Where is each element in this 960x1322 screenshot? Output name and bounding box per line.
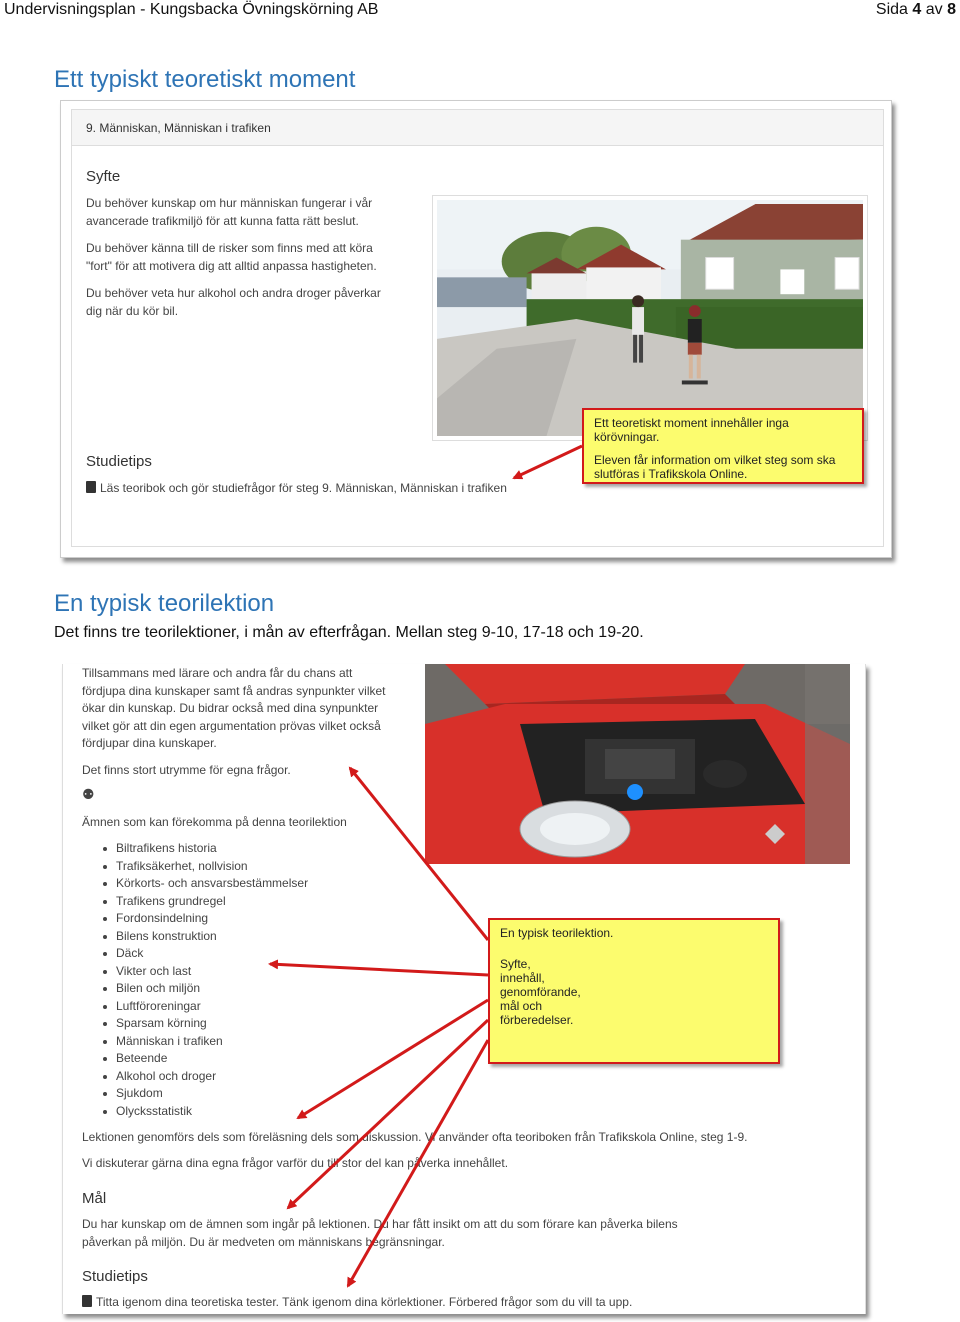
list-item: Människan i trafiken (100, 1033, 308, 1051)
note-item: Syfte, (500, 957, 531, 971)
discussion-text: Vi diskuterar gärna dina egna frågor varför du till stor del kan påverka innehållet. (82, 1156, 509, 1170)
car-engine-photo (425, 664, 850, 864)
note-line: Eleven får information om vilket steg som ska (594, 453, 836, 467)
list-item: Luftföroreningar (100, 998, 308, 1016)
list-item: Alkohol och droger (100, 1068, 308, 1086)
syfte-heading: Syfte (86, 168, 121, 185)
list-item: Olycksstatistik (100, 1103, 308, 1121)
section2-heading: En typisk teorilektion (54, 590, 275, 617)
note-item: mål och (500, 999, 543, 1013)
note-title: En typisk teorilektion. (500, 926, 614, 940)
page-indicator (876, 1, 956, 19)
page-number: 4 (912, 1, 922, 18)
studietips-heading-2: Studietips (82, 1268, 148, 1285)
list-item: Trafiksäkerhet, nollvision (100, 858, 308, 876)
pager-prefix: Sida (875, 1, 908, 18)
list-item: Däck (100, 945, 308, 963)
list-item: Bilens konstruktion (100, 928, 308, 946)
screenshot-tab-bar (72, 110, 883, 146)
syfte-line: Du behöver kunskap om hur människan fungerar i vår (86, 196, 373, 210)
syfte-line: "fort" för att motivera dig att alltid anpassa hastigheten. (86, 259, 377, 273)
list-item: Bilen och miljön (100, 980, 308, 998)
lightbulb-icon: ⚉ (82, 786, 95, 802)
note-item: innehåll, (500, 971, 545, 985)
mal-line: påverkan på miljön. Du är medveten om människans begränsningar. (82, 1234, 445, 1249)
note-line: slutföras i Trafikskola Online. (594, 467, 748, 481)
section2-intro: Det finns tre teorilektioner, i mån av efterfrågan. Mellan steg 9-10, 17-18 och 19-20. (54, 624, 644, 641)
street-photo (432, 195, 868, 441)
list-item: Trafikens grundregel (100, 893, 308, 911)
car-engine-image (425, 664, 850, 864)
lesson-intro-line: Tillsammans med lärare och andra får du chans att (82, 666, 353, 680)
page-total: 8 (947, 1, 956, 18)
pager-mid: av (925, 1, 943, 18)
list-item: Körkorts- och ansvarsbestämmelser (100, 875, 308, 893)
studietips-text: Titta igenom dina teoretiska tester. Tänk igenom dina körlektioner. Förbered frågor som du vill ta upp. (96, 1295, 633, 1309)
syfte-line: dig när du kör bil. (86, 304, 179, 318)
screenshot-tab-title: 9. Människan, Människan i trafiken (86, 121, 271, 135)
studietips-line-2 (82, 1294, 632, 1312)
list-item: Biltrafikens historia (100, 840, 308, 858)
mal-line: Du har kunskap om de ämnen som ingår på lektionen. Du har fått insikt om att du som förare kan påverka bilens (82, 1217, 678, 1231)
topics-list (100, 840, 308, 1120)
document-title: Undervisningsplan - Kungsbacka Övningskörning AB (4, 1, 379, 18)
list-item: Sparsam körning (100, 1015, 308, 1033)
syfte-paragraph-3 (86, 284, 381, 320)
syfte-line: Du behöver veta hur alkohol och andra droger påverkar (86, 286, 381, 300)
lesson-format-text: Lektionen genomförs dels som föreläsning dels som diskussion. Vi använder ofta teoriboken från Trafikskola Online, steg 1-9. (82, 1130, 748, 1144)
list-item: Sjukdom (100, 1085, 308, 1103)
syfte-line: Du behöver känna till de risker som finns med att köra (86, 241, 373, 255)
page-header (4, 0, 956, 22)
lesson-intro-line: vilket gör att din egen argumentation prövas vilket också (82, 718, 381, 733)
topics-heading: Ämnen som kan förekomma på denna teorilektion (82, 815, 347, 829)
lesson-intro-line: fördjupa dina kunskaper samt få andras synpunkter vilket (82, 683, 386, 698)
list-item: Beteende (100, 1050, 308, 1068)
note-item: förberedelser. (500, 1013, 574, 1027)
theory-moment-note (582, 408, 864, 484)
book-icon (82, 1295, 92, 1307)
list-item: Fordonsindelning (100, 910, 308, 928)
syfte-line: avancerade trafikmiljö för att kunna fatta rätt beslut. (86, 214, 359, 228)
lesson-intro-paragraph (82, 665, 386, 753)
lesson-intro-line: ökar din kunskap. Du bidrar också med dina synpunkter (82, 701, 379, 715)
theory-lesson-note (488, 918, 780, 1064)
street-photo-image (437, 200, 863, 436)
lesson-intro-line: fördjupar dina kunskaper. (82, 736, 217, 750)
syfte-paragraph-2 (86, 239, 377, 275)
note-item: genomförande, (500, 985, 581, 999)
studietips-text: Läs teoribok och gör studiefrågor för steg 9. Människan, Människan i trafiken (100, 481, 507, 495)
syfte-paragraph-1 (86, 194, 372, 230)
book-icon (86, 481, 96, 493)
studietips-heading-1: Studietips (86, 453, 152, 470)
note-line: Ett teoretiskt moment innehåller inga körövningar. (594, 416, 789, 444)
studietips-line-1 (86, 479, 507, 497)
mal-paragraph (82, 1216, 678, 1251)
room-for-questions-text: Det finns stort utrymme för egna frågor. (82, 763, 291, 777)
mal-heading: Mål (82, 1190, 107, 1207)
section1-heading: Ett typiskt teoretiskt moment (54, 66, 356, 93)
list-item: Vikter och last (100, 963, 308, 981)
